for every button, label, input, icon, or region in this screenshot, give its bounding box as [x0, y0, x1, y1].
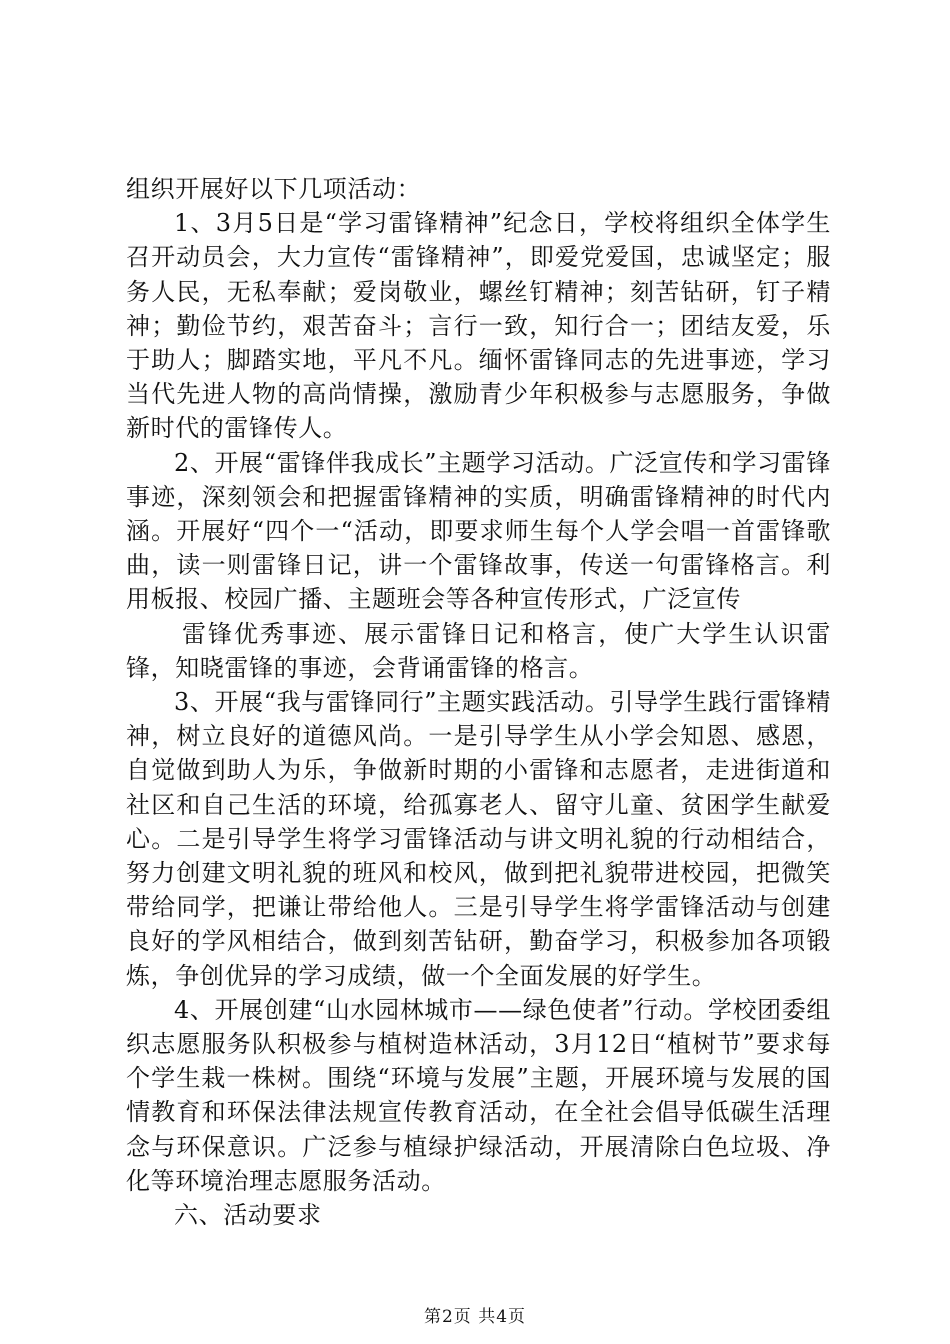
paragraph-item-3: 3、开展“我与雷锋同行”主题实践活动。引导学生践行雷锋精神，树立良好的道德风尚。一是引导学生从小学会知恩、感恩，自觉做到助人为乐，争做新时期的小雷锋和志愿者，走进街道和社区和自己生活的环境，给孤寡老人、留守儿童、贫困学生献爱心。二是引导学生将学习雷锋活动与讲文明礼貌的行动相结合，努力创建文明礼貌的班风和校风，做到把礼貌带进校园，把微笑带给同学，把谦让带给他人。三是引导学生将学雷锋活动与创建良好的学风相结合，做到刻苦钻研，勤奋学习，积极参加各项锻炼，争创优异的学习成绩，做一个全面发展的好学生。	[126, 688, 831, 990]
paragraph-intro: 组织开展好以下几项活动：	[126, 175, 422, 203]
paragraph-item-4: 4、开展创建“山水园林城市——绿色使者”行动。学校团委组织志愿服务队积极参与植树造林活动，3月12日“植树节”要求每个学生栽一株树。围绕“环境与发展”主题，开展环境与发展的国情教育和环保法律法规宣传教育活动，在全社会倡导低碳生活理念与环保意识。广泛参与植绿护绿活动，开展清除白色垃圾、净化等环境治理志愿服务活动。	[126, 995, 831, 1195]
paragraph-item-1: 1、3月5日是“学习雷锋精神”纪念日，学校将组织全体学生召开动员会，大力宣传“雷锋精神”，即爱党爱国，忠诚坚定；服务人民，无私奉献；爱岗敬业，螺丝钉精神；刻苦钻研，钉子精神；勤俭节约，艰苦奋斗；言行一致，知行合一；团结友爱，乐于助人；脚踏实地，平凡不凡。缅怀雷锋同志的先进事迹，学习当代先进人物的高尚情操，激励青少年积极参与志愿服务，争做新时代的雷锋传人。	[126, 209, 831, 443]
section-heading-activity-requirements: 六、活动要求	[174, 1201, 322, 1230]
paragraph-item-2-continued: 雷锋优秀事迹、展示雷锋日记和格言，使广大学生认识雷锋，知晓雷锋的事迹，会背诵雷锋的格言。	[126, 619, 831, 682]
page-number-footer: 第2页 共4页	[423, 1307, 527, 1327]
paragraph-item-2: 2、开展“雷锋伴我成长”主题学习活动。广泛宣传和学习雷锋事迹，深刻领会和把握雷锋精神的实质，明确雷锋精神的时代内涵。开展好“四个一“活动，即要求师生每个人学会唱一首雷锋歌曲，读一则雷锋日记，讲一个雷锋故事，传送一句雷锋格言。利用板报、校园广播、主题班会等各种宣传形式，广泛宣传	[126, 448, 831, 614]
document-body	[126, 172, 831, 1232]
